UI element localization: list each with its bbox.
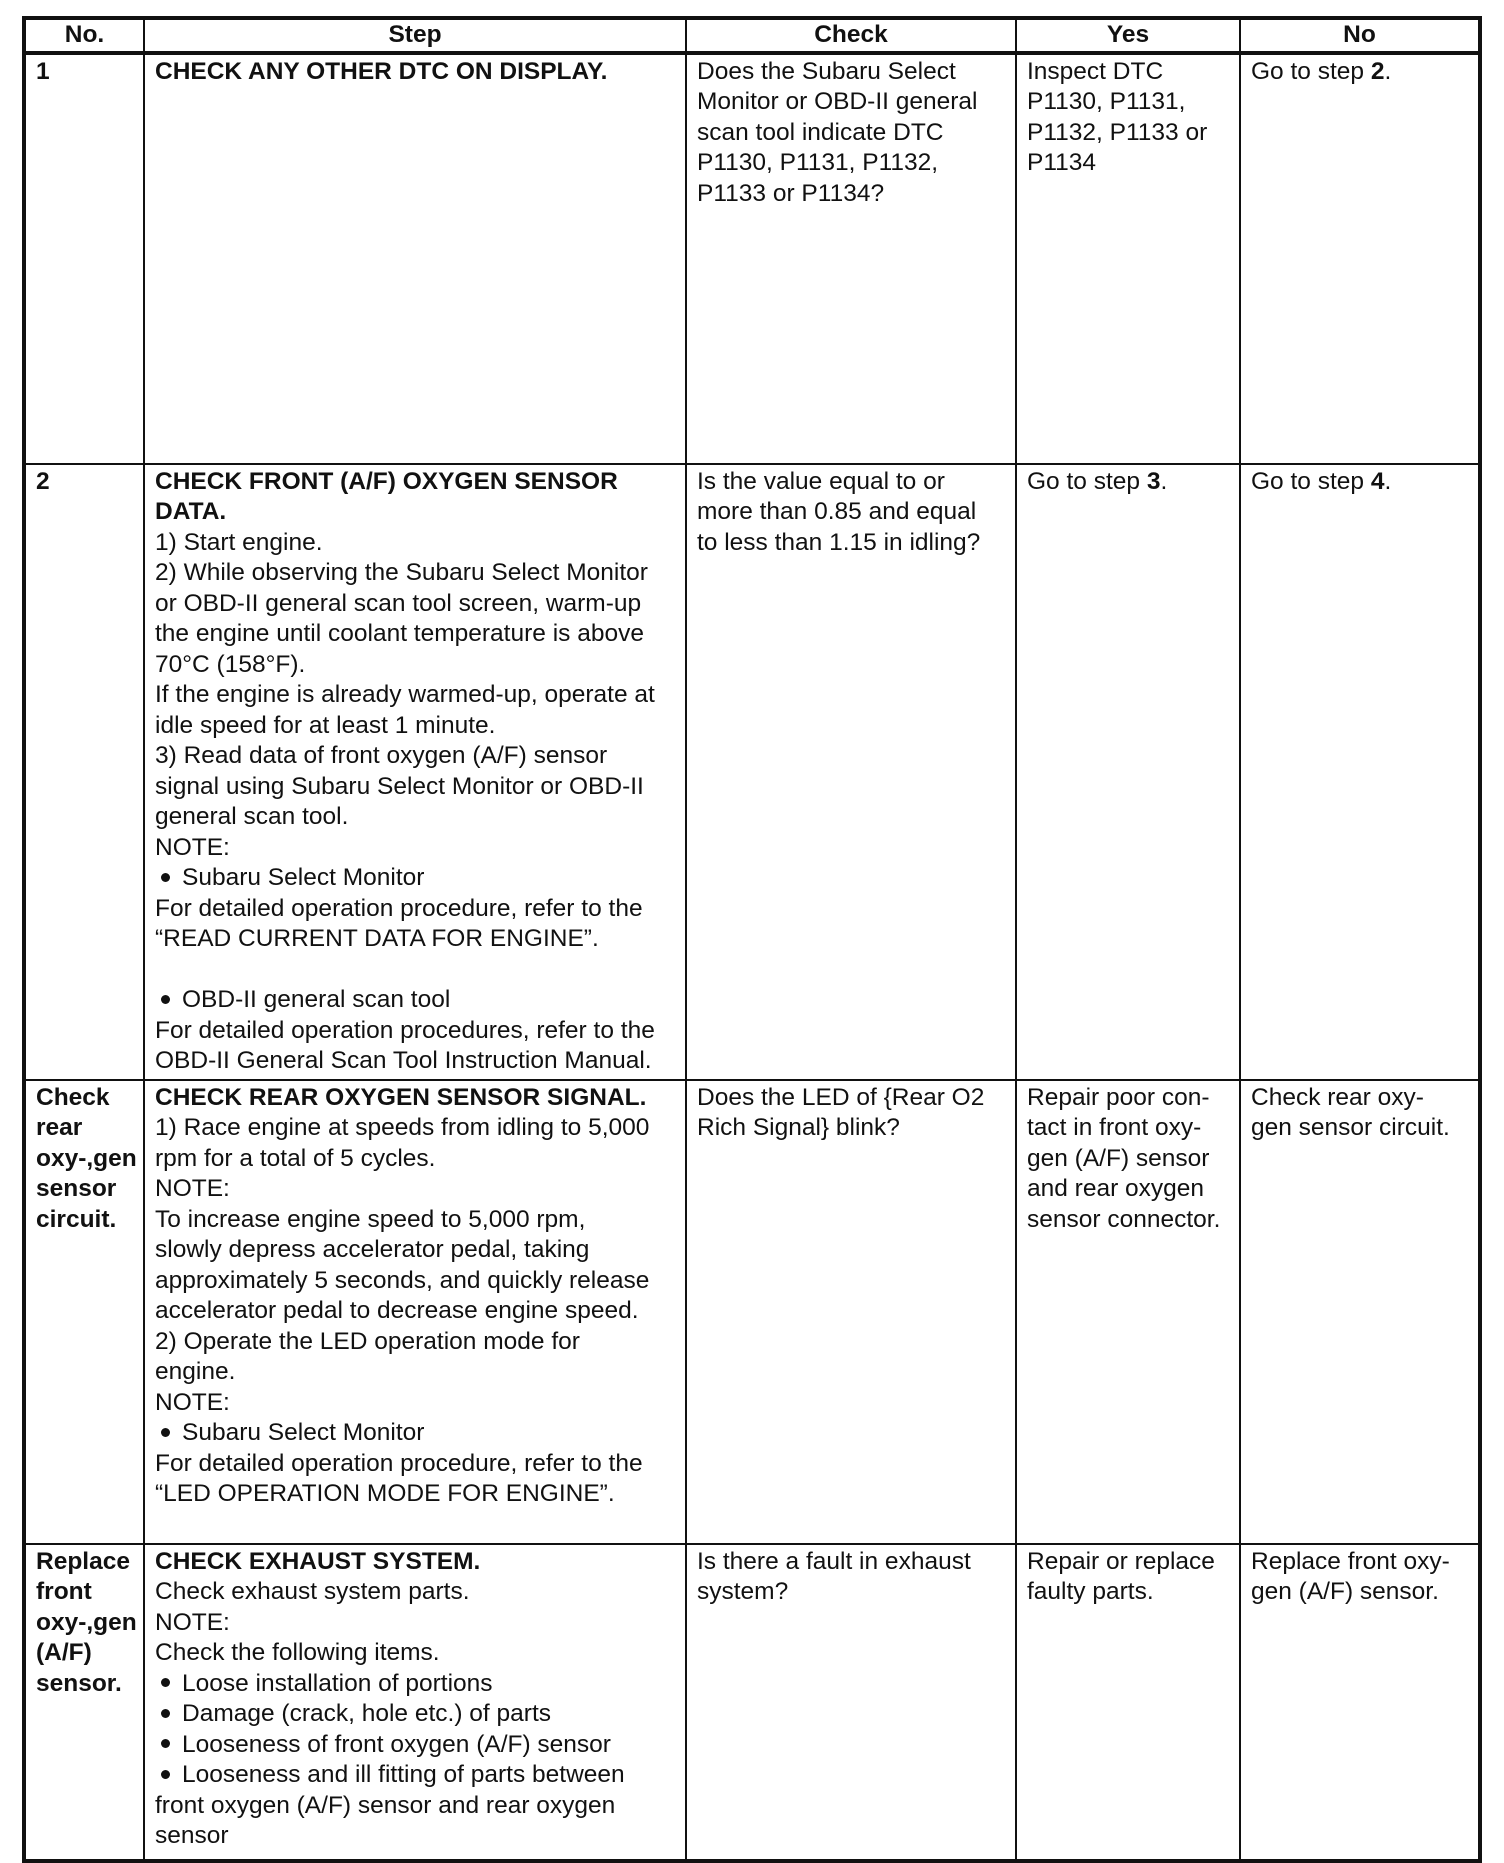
row-number: Check rear oxy-,gen sensor circuit.: [24, 1080, 144, 1544]
diagnostic-table: [22, 16, 1482, 1863]
bullet-icon: [161, 873, 170, 882]
table-row: [24, 1080, 1480, 1544]
yes-cell: Repair or replace faulty parts.: [1016, 1544, 1240, 1861]
check-cell: Is there a fault in exhaust system?: [686, 1544, 1016, 1861]
header-no: No.: [24, 18, 144, 53]
bullet-item: Subaru Select Monitor: [155, 863, 677, 894]
header-step: Step: [144, 18, 686, 53]
bullet-icon: [161, 1770, 170, 1779]
header-yes: Yes: [1016, 18, 1240, 53]
yes-cell: Inspect DTC P1130, P1131, P1132, P1133 or P1134: [1016, 53, 1240, 464]
header-no-result: No: [1240, 18, 1480, 53]
bullet-icon: [161, 995, 170, 1004]
bullet-item: Loose installation of portions: [155, 1669, 677, 1700]
row-number: Replace front oxy-,gen (A/F) sensor.: [24, 1544, 144, 1861]
step-ref: 4: [1370, 467, 1385, 495]
bullet-item: Looseness of front oxygen (A/F) sensor: [155, 1730, 677, 1761]
bullet-icon: [161, 1709, 170, 1718]
header-row: [24, 18, 1480, 53]
table-row: [24, 1544, 1480, 1861]
bullet-item: Looseness and ill fitting of parts between: [155, 1760, 677, 1791]
no-cell: Replace front oxy- gen (A/F) sensor.: [1240, 1544, 1480, 1861]
no-cell: Go to step 4.: [1240, 464, 1480, 1080]
step-cell: CHECK REAR OXYGEN SENSOR SIGNAL. 1) Race engine at speeds from idling to 5,000 rpm for a total of 5 cycles. NOTE: To increase engine speed to 5,000 rpm, slowly depress accelerator pedal, taking approximately 5 seconds, and quickly release accelerator pedal to decrease engine speed. 2) Operate the LED operation mode for engine. NOTE: Subaru Select Monitor For detailed operation procedure, refer to the “LED OPERATION MODE FOR ENGINE”.: [144, 1080, 686, 1544]
bullet-item: Subaru Select Monitor: [155, 1418, 677, 1449]
step-title: DATA.: [155, 498, 227, 525]
check-cell: Does the Subaru Select Monitor or OBD-II general scan tool indicate DTC P1130, P1131, P1132, P1133 or P1134?: [686, 53, 1016, 464]
no-cell: Go to step 2.: [1240, 53, 1480, 464]
bullet-icon: [161, 1428, 170, 1437]
step-ref: 2: [1370, 57, 1385, 85]
yes-cell: Repair poor con- tact in front oxy- gen (A/F) sensor and rear oxygen sensor connector.: [1016, 1080, 1240, 1544]
yes-cell: Go to step 3.: [1016, 464, 1240, 1080]
step-title: CHECK ANY OTHER DTC ON DISPLAY.: [155, 57, 608, 85]
step-title: CHECK EXHAUST SYSTEM.: [155, 1547, 481, 1575]
table-row: [24, 464, 1480, 1080]
bullet-item: OBD-II general scan tool: [155, 985, 677, 1016]
step-cell: CHECK FRONT (A/F) OXYGEN SENSOR DATA. 1) Start engine. 2) While observing the Subaru Select Monitor or OBD-II general scan tool screen, warm-up the engine until coolant temperature is above 70°C (158°F). If the engine is already warmed-up, operate at idle speed for at least 1 minute. 3) Read data of front oxygen (A/F) sensor signal using Subaru Select Monitor or OBD-II general scan tool. NOTE: Subaru Select Monitor For detailed operation procedure, refer to the “READ CURRENT DATA FOR ENGINE”. OBD-II general scan tool For detailed operation procedures, refer to the OBD-II General Scan Tool Instruction Manual.: [144, 464, 686, 1080]
step-cell: [144, 53, 686, 464]
no-cell: Check rear oxy- gen sensor circuit.: [1240, 1080, 1480, 1544]
bullet-item: Damage (crack, hole etc.) of parts: [155, 1699, 677, 1730]
check-cell: Is the value equal to or more than 0.85 and equal to less than 1.15 in idling?: [686, 464, 1016, 1080]
check-cell: Does the LED of {Rear O2 Rich Signal} blink?: [686, 1080, 1016, 1544]
bullet-icon: [161, 1739, 170, 1748]
bullet-icon: [161, 1678, 170, 1687]
table-row: [24, 53, 1480, 464]
row-number: 2: [24, 464, 144, 1080]
step-title: CHECK REAR OXYGEN SENSOR SIGNAL.: [155, 1083, 647, 1111]
header-check: Check: [686, 18, 1016, 53]
row-number: 1: [24, 53, 144, 464]
step-title: CHECK FRONT (A/F) OXYGEN SENSOR: [155, 467, 618, 495]
step-cell: CHECK EXHAUST SYSTEM. Check exhaust system parts. NOTE: Check the following items. Loose installation of portions Damage (crack, hole etc.) of parts Looseness of front oxygen (A/F) sensor Looseness and ill fitting of parts between front oxygen (A/F) sensor and rear oxygen sensor: [144, 1544, 686, 1861]
step-ref: 3: [1146, 467, 1161, 495]
